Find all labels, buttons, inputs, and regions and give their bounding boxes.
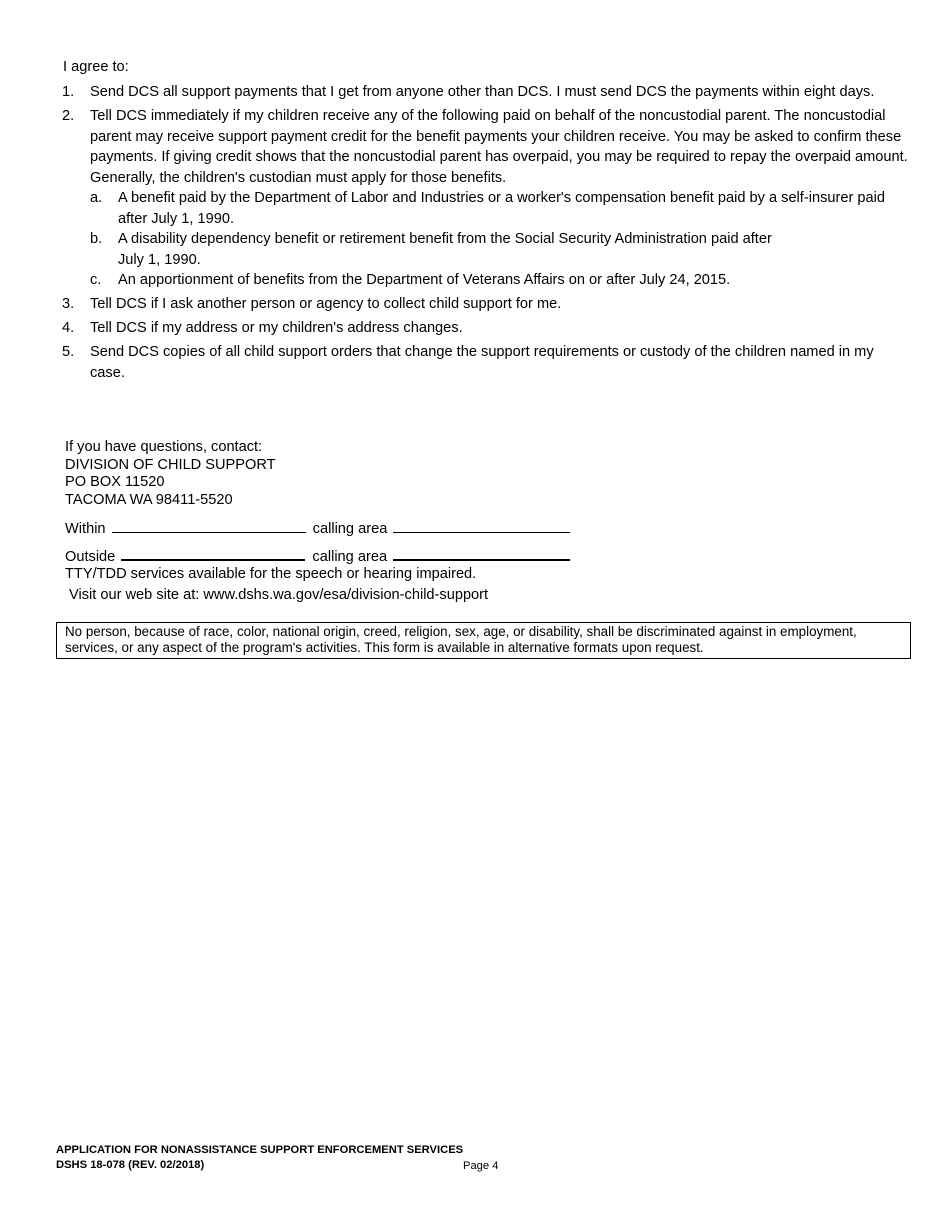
contact-heading: If you have questions, contact: <box>65 439 263 455</box>
contact-city: TACOMA WA 98411-5520 <box>65 492 233 509</box>
sub-item-letter: a. <box>90 190 103 206</box>
outside-label: Outside <box>65 549 116 565</box>
calling-area-label: calling area <box>312 521 388 537</box>
sub-list-item <box>90 229 912 270</box>
item-number: 2. <box>62 108 75 124</box>
contact-block <box>65 439 276 510</box>
item-number: 4. <box>62 320 75 336</box>
website-text: Visit our web site at: www.dshs.wa.gov/esa/division-child-support <box>69 587 489 603</box>
footer-form-title: APPLICATION FOR NONASSISTANCE SUPPORT ENFORCEMENT SERVICES <box>56 1144 464 1156</box>
item-number: 1. <box>62 84 75 100</box>
sub-list-item <box>90 270 912 291</box>
sub-item-text-line2: July 1, 1990. <box>118 251 201 268</box>
outside-phone-field[interactable] <box>121 547 305 561</box>
sub-item-text: An apportionment of benefits from the Department of Veterans Affairs on or after July 24, 2015. <box>118 272 731 288</box>
contact-org: DIVISION OF CHILD SUPPORT <box>65 456 276 473</box>
item-text: Send DCS copies of all child support orders that change the support requirements or custody of the children named in my case. <box>90 344 874 381</box>
intro-text: I agree to: <box>63 59 129 75</box>
footer-form-number: DSHS 18-078 (REV. 02/2018) <box>56 1159 205 1171</box>
within-label: Within <box>65 521 106 537</box>
sub-item-text-line1: A disability dependency benefit or retirement benefit from the Social Security Administration paid after <box>118 231 772 247</box>
item-number: 3. <box>62 296 75 312</box>
sub-item-letter: c. <box>90 272 102 288</box>
calling-area-label: calling area <box>312 549 388 565</box>
list-item <box>62 82 912 103</box>
item-text: Tell DCS immediately if my children receive any of the following paid on behalf of the noncustodial parent. The noncustodial parent may receive support payment credit for the benefit payments your children receive. You may be asked to confirm these payments. If giving credit shows that the noncustodial parent has overpaid, you may be required to repay the overpaid amount. Generally, the children's custodian must apply for those benefits. <box>90 108 908 186</box>
item-text: Send DCS all support payments that I get from anyone other than DCS. I must send DCS the payments within eight days. <box>90 84 875 100</box>
sub-list-item <box>90 188 912 229</box>
sub-item-letter: b. <box>90 231 103 247</box>
contact-po-box: PO BOX 11520 <box>65 474 165 491</box>
sub-item-text: A benefit paid by the Department of Labor and Industries or a worker's compensation benefit paid by a self-insurer paid after July 1, 1990. <box>118 190 885 227</box>
within-row <box>65 520 570 547</box>
outside-calling-area-field[interactable] <box>393 547 570 561</box>
item-number: 5. <box>62 344 75 360</box>
benefit-sublist <box>90 188 912 291</box>
list-item <box>62 342 912 383</box>
list-item <box>62 106 912 291</box>
tty-text: TTY/TDD services available for the speech or hearing impaired. <box>65 566 477 582</box>
item-text: Tell DCS if I ask another person or agency to collect child support for me. <box>90 296 562 312</box>
footer-page-number: Page 4 <box>463 1160 499 1172</box>
list-item <box>62 294 912 315</box>
agreement-list <box>62 82 912 387</box>
within-phone-field[interactable] <box>112 520 306 533</box>
nondiscrimination-notice: No person, because of race, color, national origin, creed, religion, sex, age, or disability, shall be discriminated against in employment, services, or any aspect of the program's activities. This form is available in alternative formats upon request. <box>56 622 911 659</box>
list-item <box>62 318 912 339</box>
within-calling-area-field[interactable] <box>393 520 570 533</box>
item-text: Tell DCS if my address or my children's address changes. <box>90 320 463 336</box>
